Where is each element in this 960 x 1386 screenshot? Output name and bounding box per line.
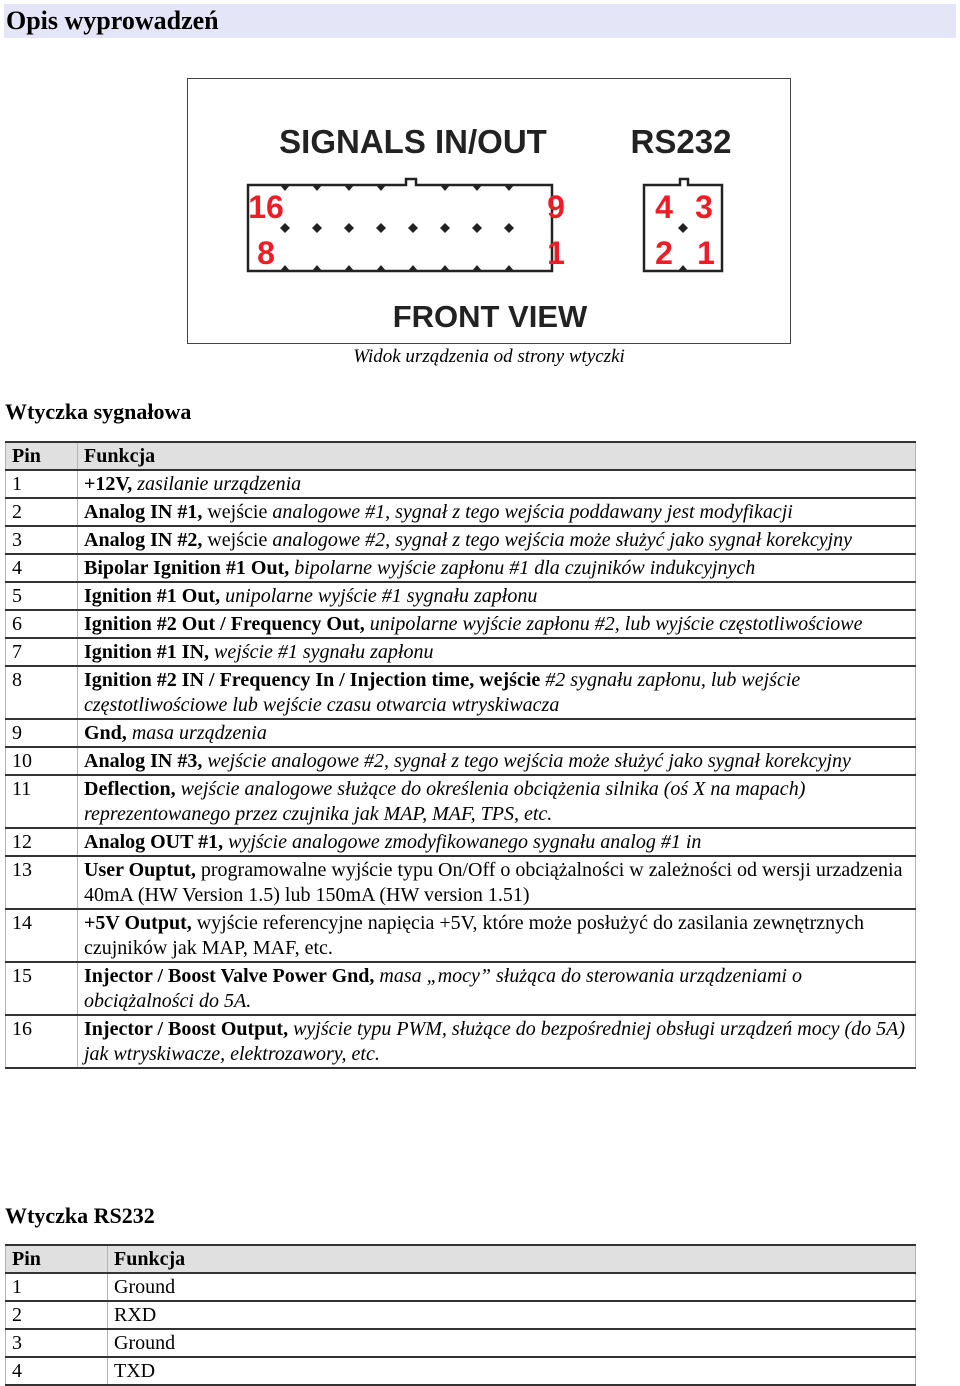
- pin-signal-name: Analog IN #1,: [84, 501, 203, 523]
- rs232-plug-heading: Wtyczka RS232: [5, 1203, 155, 1228]
- table-row: [6, 554, 916, 582]
- pin-signal-name: Bipolar Ignition #1 Out,: [84, 557, 290, 579]
- pin-description: bipolarne wyjście zapłonu #1 dla czujników indukcyjnych: [289, 557, 756, 579]
- table-row: [6, 719, 916, 747]
- diagram-caption: Widok urządzenia od strony wtyczki: [353, 346, 625, 367]
- rs232-pin-rows: [6, 1273, 916, 1385]
- column-header-function: Funkcja: [78, 442, 916, 470]
- rs232-pin-table: [5, 1244, 916, 1386]
- table-row: [6, 1301, 916, 1329]
- pin-signal-name: Injector / Boost Output,: [84, 1018, 289, 1040]
- table-row: [6, 1357, 916, 1385]
- table-row: [6, 1273, 916, 1301]
- table-header-row: [6, 1245, 916, 1273]
- table-row: [6, 962, 916, 1015]
- table-header-row: [6, 442, 916, 470]
- pin-function: [78, 909, 916, 962]
- pin-number: 2: [6, 1301, 108, 1329]
- table-row: [6, 747, 916, 775]
- front-view-label: FRONT VIEW: [392, 299, 588, 334]
- table-row: [6, 828, 916, 856]
- pin-number: 16: [6, 1015, 78, 1068]
- signal-pin-table: [5, 441, 916, 1069]
- pin-number: 11: [6, 775, 78, 828]
- rs232-pin-label-3: 3: [695, 189, 713, 225]
- pin-description: wyjście analogowe zmodyfikowanego sygnału analog #1 in: [223, 831, 702, 853]
- rs232-pin-label-1: 1: [697, 235, 715, 271]
- pin-signal-name: Ignition #2 IN / Frequency In / Injection time, wejście: [84, 669, 541, 691]
- pin-description: wejście #1 sygnału zapłonu: [209, 641, 434, 663]
- pin-signal-name: Deflection,: [84, 778, 176, 800]
- pin-description: unipolarne wyjście #1 sygnału zapłonu: [220, 585, 538, 607]
- table-row: [6, 909, 916, 962]
- pin-description: wyjście referencyjne napięcia +5V, które może posłużyć do zasilania zewnętrznych czujników jak MAP, MAF, etc.: [84, 912, 865, 959]
- signal-plug-heading: Wtyczka sygnałowa: [5, 399, 192, 424]
- pin-function: [78, 582, 916, 610]
- pin-number: 9: [6, 719, 78, 747]
- pin-function: [78, 1015, 916, 1068]
- pin-number: 1: [6, 1273, 108, 1301]
- rs232-label: RS232: [630, 123, 732, 160]
- pin-function: [78, 666, 916, 719]
- column-header-pin: Pin: [6, 1245, 108, 1273]
- pin-function: TXD: [108, 1357, 916, 1385]
- table-row: [6, 1015, 916, 1068]
- pin-label-8: 8: [257, 235, 275, 271]
- pin-description: wejście analogowe #2, sygnał z tego wejścia może służyć jako sygnał korekcyjny: [202, 750, 851, 772]
- pin-number: 10: [6, 747, 78, 775]
- pin-description: #2 sygnału zapłonu, lub wejście częstotliwościowe lub wejście czasu otwarcia wtryskiwacza: [84, 669, 801, 716]
- signals-label: SIGNALS IN/OUT: [279, 123, 547, 160]
- pin-signal-name: User Ouptut,: [84, 859, 196, 881]
- pin-signal-name: Ignition #1 IN,: [84, 641, 210, 663]
- pin-number: 8: [6, 666, 78, 719]
- pin-description-prefix: wejście: [202, 529, 273, 551]
- pin-number: 12: [6, 828, 78, 856]
- pin-number: 1: [6, 470, 78, 498]
- pin-function: [78, 747, 916, 775]
- rs232-pin-label-2: 2: [655, 235, 673, 271]
- pin-label-9: 9: [547, 189, 565, 225]
- pin-number: 4: [6, 554, 78, 582]
- pin-function: [78, 856, 916, 909]
- pin-function: [78, 526, 916, 554]
- pin-description: zasilanie urządzenia: [132, 473, 302, 495]
- pin-signal-name: Analog IN #3,: [84, 750, 203, 772]
- pin-number: 3: [6, 1329, 108, 1357]
- pin-description: masa urządzenia: [126, 722, 267, 744]
- table-row: [6, 856, 916, 909]
- pin-number: 5: [6, 582, 78, 610]
- pin-signal-name: Gnd,: [84, 722, 127, 744]
- page-title: Opis wyprowadzeń: [4, 4, 956, 38]
- signal-connector: [248, 179, 552, 271]
- pin-function: [78, 775, 916, 828]
- pin-label-1: 1: [547, 235, 565, 271]
- column-header-pin: Pin: [6, 442, 78, 470]
- pin-signal-name: +5V Output,: [84, 912, 192, 934]
- table-row: [6, 582, 916, 610]
- connector-front-view: [188, 79, 790, 343]
- pin-description: analogowe #1, sygnał z tego wejścia poddawany jest modyfikacji: [272, 501, 793, 523]
- pin-number: 13: [6, 856, 78, 909]
- table-row: [6, 498, 916, 526]
- pin-description-prefix: wejście: [202, 501, 273, 523]
- pin-description: unipolarne wyjście zapłonu #2, lub wyjście częstotliwościowe: [364, 613, 863, 635]
- pin-number: 14: [6, 909, 78, 962]
- table-row: [6, 666, 916, 719]
- table-row: [6, 1329, 916, 1357]
- pin-signal-name: Analog IN #2,: [84, 529, 203, 551]
- pin-function: [78, 470, 916, 498]
- table-row: [6, 470, 916, 498]
- pin-function: [78, 610, 916, 638]
- pin-number: 3: [6, 526, 78, 554]
- pin-description: wejście analogowe służące do określenia obciążenia silnika (oś X na mapach) reprezentowanego przez czujnika jak MAP, MAF, TPS, etc.: [84, 778, 806, 825]
- pin-function: RXD: [108, 1301, 916, 1329]
- pin-function: [78, 719, 916, 747]
- connector-diagram: [187, 78, 791, 344]
- pin-number: 6: [6, 610, 78, 638]
- pin-number: 2: [6, 498, 78, 526]
- table-row: [6, 775, 916, 828]
- pin-function: [78, 554, 916, 582]
- pin-signal-name: Ignition #1 Out,: [84, 585, 221, 607]
- pin-description: analogowe #2, sygnał z tego wejścia może służyć jako sygnał korekcyjny: [272, 529, 853, 551]
- signal-pin-rows: [6, 470, 916, 1068]
- table-row: [6, 526, 916, 554]
- pin-function: [78, 638, 916, 666]
- pin-number: 7: [6, 638, 78, 666]
- pin-function: Ground: [108, 1329, 916, 1357]
- pin-function: [78, 962, 916, 1015]
- pin-function: [78, 498, 916, 526]
- pin-function: [78, 828, 916, 856]
- rs232-pin-label-4: 4: [655, 189, 673, 225]
- pin-signal-name: +12V,: [84, 473, 133, 495]
- pin-function: Ground: [108, 1273, 916, 1301]
- column-header-function: Funkcja: [108, 1245, 916, 1273]
- pin-signal-name: Injector / Boost Valve Power Gnd,: [84, 965, 375, 987]
- pin-description: programowalne wyjście typu On/Off o obciążalności w zależności od wersji urzadzenia 40mA (HW Version 1.5) lub 150mA (HW version 1.51): [84, 859, 903, 906]
- pin-description: wyjście typu PWM, służące do bezpośredniej obsługi urządzeń mocy (do 5A) jak wtryskiwacze, elektrozawory, etc.: [84, 1018, 906, 1065]
- pin-signal-name: Analog OUT #1,: [84, 831, 224, 853]
- table-row: [6, 610, 916, 638]
- table-row: [6, 638, 916, 666]
- pin-number: 4: [6, 1357, 108, 1385]
- pin-signal-name: Ignition #2 Out / Frequency Out,: [84, 613, 365, 635]
- pin-number: 15: [6, 962, 78, 1015]
- pin-description: masa „mocy” służąca do sterowania urządzeniami o obciążalności do 5A.: [84, 965, 802, 1012]
- pin-label-16: 16: [248, 189, 284, 225]
